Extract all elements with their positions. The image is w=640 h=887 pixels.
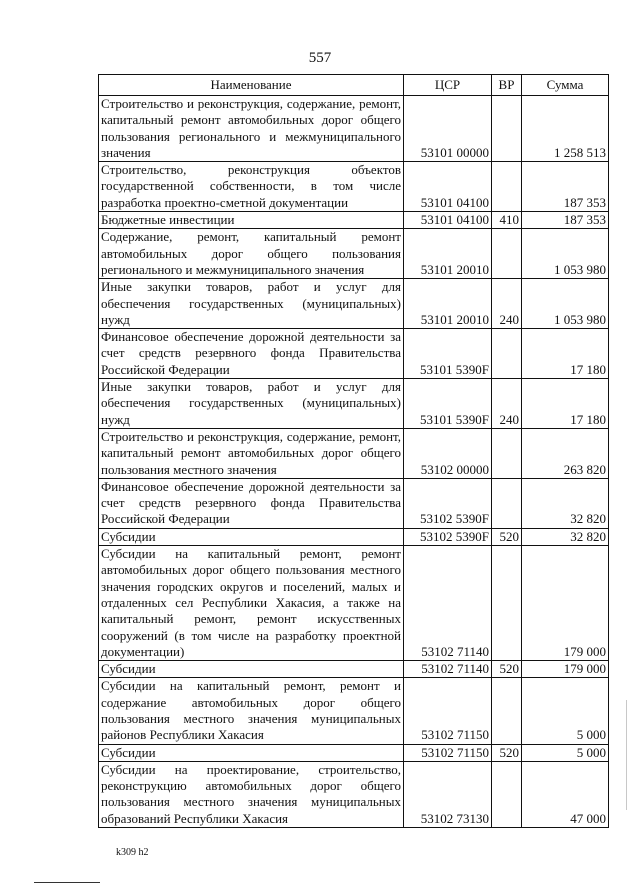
table-row — [99, 379, 609, 429]
footer-divider — [34, 882, 100, 883]
cell-sum: 187 353 — [522, 162, 609, 212]
cell-sum: 32 820 — [522, 478, 609, 528]
cell-sum: 17 180 — [522, 329, 609, 379]
cell-csr: 53101 04100 — [404, 162, 492, 212]
table-body — [99, 96, 609, 828]
cell-name: Субсидии — [99, 744, 404, 761]
cell-csr: 53101 20010 — [404, 279, 492, 329]
table-row — [99, 279, 609, 329]
cell-csr: 53102 00000 — [404, 428, 492, 478]
cell-name: Иные закупки товаров, работ и услуг для обеспечения государственных (муниципальных) нужд — [99, 279, 404, 329]
table-row — [99, 546, 609, 661]
cell-vr: 240 — [492, 279, 522, 329]
cell-csr: 53101 5390F — [404, 329, 492, 379]
cell-vr: 240 — [492, 379, 522, 429]
cell-csr: 53102 71140 — [404, 661, 492, 678]
table-row — [99, 744, 609, 761]
cell-name: Бюджетные инвестиции — [99, 212, 404, 229]
cell-name: Содержание, ремонт, капитальный ремонт автомобильных дорог общего пользования регионального и межмуниципального значения — [99, 229, 404, 279]
cell-sum: 5 000 — [522, 744, 609, 761]
cell-name: Строительство и реконструкция, содержание, ремонт, капитальный ремонт автомобильных дорог общего пользования регионального и межмуниципального значения — [99, 96, 404, 162]
cell-sum: 187 353 — [522, 212, 609, 229]
table-row — [99, 212, 609, 229]
cell-sum: 32 820 — [522, 528, 609, 545]
budget-table — [98, 74, 609, 828]
cell-sum: 47 000 — [522, 761, 609, 827]
cell-csr: 53101 04100 — [404, 212, 492, 229]
header-csr: ЦСР — [404, 75, 492, 96]
cell-csr: 53102 5390F — [404, 478, 492, 528]
cell-csr: 53101 5390F — [404, 379, 492, 429]
cell-name: Строительство и реконструкция, содержание, ремонт, капитальный ремонт автомобильных дорог общего пользования местного значения — [99, 428, 404, 478]
cell-name: Строительство, реконструкция объектов государственной собственности, в том числе разработка проектно-сметной документации — [99, 162, 404, 212]
table-row — [99, 329, 609, 379]
table-row — [99, 761, 609, 827]
header-name: Наименование — [99, 75, 404, 96]
footer-code: k309 h2 — [116, 847, 149, 858]
cell-sum: 1 053 980 — [522, 229, 609, 279]
cell-csr: 53102 5390F — [404, 528, 492, 545]
cell-name: Субсидии на проектирование, строительство, реконструкцию автомобильных дорог общего пользования местного значения муниципальных образований Республики Хакасия — [99, 761, 404, 827]
table-row — [99, 96, 609, 162]
header-vr: ВР — [492, 75, 522, 96]
table-row — [99, 229, 609, 279]
cell-name: Субсидии — [99, 661, 404, 678]
table-row — [99, 661, 609, 678]
cell-sum: 263 820 — [522, 428, 609, 478]
table-row — [99, 162, 609, 212]
cell-vr — [492, 162, 522, 212]
cell-vr — [492, 329, 522, 379]
cell-sum: 179 000 — [522, 546, 609, 661]
header-sum: Сумма — [522, 75, 609, 96]
page-number: 557 — [308, 50, 332, 66]
scan-edge-artifact — [626, 700, 627, 810]
cell-sum: 5 000 — [522, 678, 609, 744]
table-row — [99, 528, 609, 545]
cell-vr — [492, 678, 522, 744]
cell-csr: 53102 71150 — [404, 744, 492, 761]
cell-name: Финансовое обеспечение дорожной деятельности за счет средств резервного фонда Правительства Российской Федерации — [99, 329, 404, 379]
cell-vr — [492, 478, 522, 528]
table-row — [99, 428, 609, 478]
cell-vr — [492, 96, 522, 162]
cell-vr — [492, 546, 522, 661]
cell-vr — [492, 761, 522, 827]
cell-vr: 410 — [492, 212, 522, 229]
cell-vr — [492, 428, 522, 478]
cell-sum: 1 053 980 — [522, 279, 609, 329]
cell-sum: 179 000 — [522, 661, 609, 678]
table-row — [99, 678, 609, 744]
cell-vr: 520 — [492, 528, 522, 545]
cell-name: Субсидии на капитальный ремонт, ремонт и содержание автомобильных дорог общего пользования местного значения муниципальных районов Республики Хакасия — [99, 678, 404, 744]
cell-csr: 53102 71140 — [404, 546, 492, 661]
cell-vr — [492, 229, 522, 279]
cell-csr: 53101 20010 — [404, 229, 492, 279]
cell-sum: 17 180 — [522, 379, 609, 429]
cell-name: Иные закупки товаров, работ и услуг для обеспечения государственных (муниципальных) нужд — [99, 379, 404, 429]
cell-csr: 53102 73130 — [404, 761, 492, 827]
cell-vr: 520 — [492, 744, 522, 761]
cell-name: Финансовое обеспечение дорожной деятельности за счет средств резервного фонда Правительства Российской Федерации — [99, 478, 404, 528]
cell-sum: 1 258 513 — [522, 96, 609, 162]
cell-csr: 53101 00000 — [404, 96, 492, 162]
table-row — [99, 478, 609, 528]
table-header-row — [99, 75, 609, 96]
cell-csr: 53102 71150 — [404, 678, 492, 744]
cell-vr: 520 — [492, 661, 522, 678]
cell-name: Субсидии на капитальный ремонт, ремонт автомобильных дорог общего пользования местного значения городских округов и поселений, малых и отдаленных сел Республики Хакасия, а также на капитальный ремонт, ремонт искусственных сооружений (в том числе на разработку проектной документации) — [99, 546, 404, 661]
cell-name: Субсидии — [99, 528, 404, 545]
